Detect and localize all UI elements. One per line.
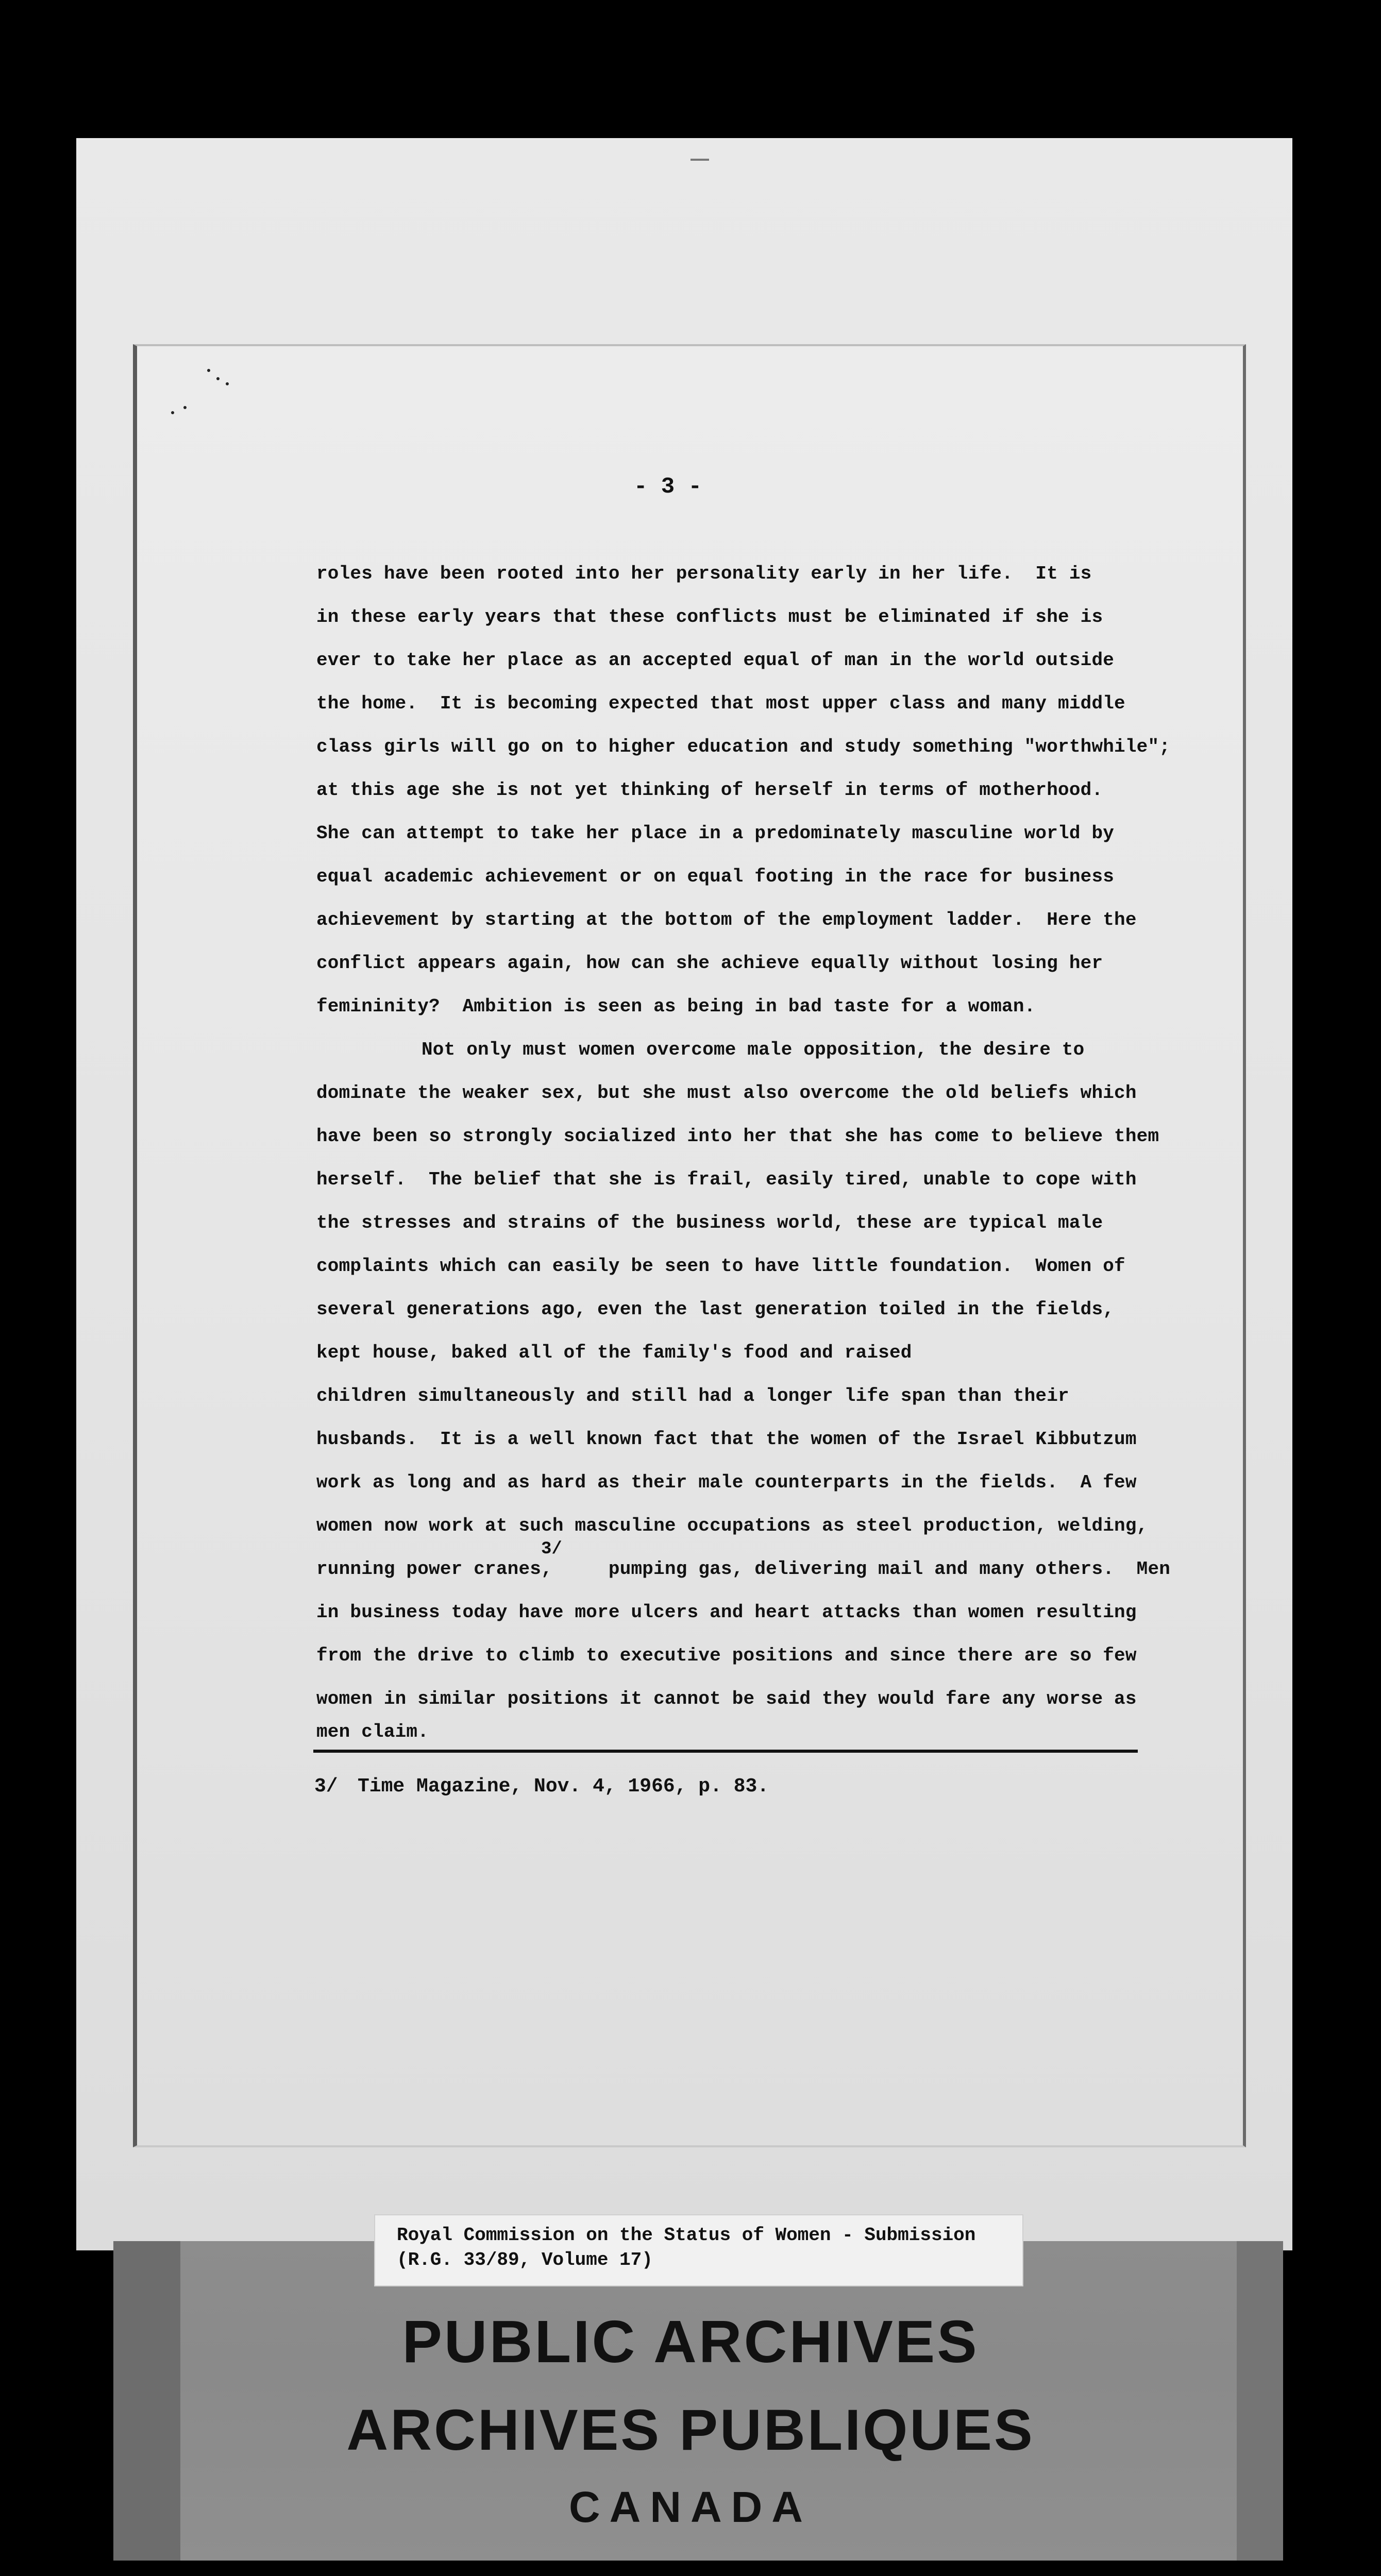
archive-title-french: ARCHIVES PUBLIQUES [346, 2398, 1035, 2462]
reference-label-title: Royal Commission on the Status of Women - Submission [397, 2225, 976, 2246]
body-line: from the drive to climb to executive positions and since there are so few [316, 1645, 1137, 1666]
body-line: the home. It is becoming expected that most upper class and many middle [316, 693, 1125, 714]
dust-speck [226, 382, 229, 385]
body-line: women in similar positions it cannot be said they would fare any worse as [316, 1688, 1137, 1709]
body-line: ever to take her place as an accepted equal of man in the world outside [316, 650, 1115, 671]
body-line: femininity? Ambition is seen as being in bad taste for a woman. [316, 996, 1036, 1017]
body-line: achievement by starting at the bottom of the employment ladder. Here the [316, 909, 1137, 930]
body-line: running power cranes, pumping gas, delivering mail and many others. Men [316, 1558, 1171, 1580]
body-line: in these early years that these conflicts must be eliminated if she is [316, 606, 1103, 628]
dust-speck [207, 369, 210, 372]
body-line: She can attempt to take her place in a predominately masculine world by [316, 823, 1115, 844]
body-line: kept house, baked all of the family's food and raised [316, 1342, 912, 1363]
body-line: women now work at such masculine occupations as steel production, welding, [316, 1515, 1148, 1536]
reference-label-volume: (R.G. 33/89, Volume 17) [397, 2249, 653, 2270]
footnote-separator [313, 1750, 1138, 1753]
footnote-number: 3/ [314, 1775, 338, 1798]
body-line: at this age she is not yet thinking of herself in terms of motherhood. [316, 779, 1103, 801]
body-line: work as long and as hard as their male counterparts in the fields. A few [316, 1472, 1137, 1493]
body-line: equal academic achievement or on equal footing in the race for business [316, 866, 1115, 887]
dust-speck [183, 406, 187, 409]
body-line: complaints which can easily be seen to have little foundation. Women of [316, 1256, 1125, 1277]
footnote-text: Time Magazine, Nov. 4, 1966, p. 83. [358, 1775, 769, 1798]
archive-country: CANADA [569, 2483, 812, 2531]
body-line: have been so strongly socialized into her that she has come to believe them [316, 1126, 1159, 1147]
body-line-indented: Not only must women overcome male opposition, the desire to [422, 1039, 1085, 1060]
body-line: husbands. It is a well known fact that the women of the Israel Kibbutzum [316, 1429, 1137, 1450]
body-line: conflict appears again, how can she achieve equally without losing her [316, 953, 1103, 974]
body-line: roles have been rooted into her personality early in her life. It is [316, 563, 1092, 584]
body-line: herself. The belief that she is frail, easily tired, unable to cope with [316, 1169, 1137, 1190]
body-line: dominate the weaker sex, but she must also overcome the old beliefs which [316, 1082, 1137, 1104]
footnote-reference: 3/ [541, 1539, 562, 1559]
dust-speck [216, 377, 220, 380]
sheet-mark [690, 159, 709, 161]
page-number: - 3 - [634, 474, 702, 500]
body-line: in business today have more ulcers and heart attacks than women resulting [316, 1602, 1137, 1623]
body-line: class girls will go on to higher education and study something "worthwhile"; [316, 736, 1171, 757]
body-line: the stresses and strains of the business world, these are typical male [316, 1212, 1103, 1233]
body-line: several generations ago, even the last generation toiled in the fields, [316, 1299, 1115, 1320]
archive-title-english: PUBLIC ARCHIVES [402, 2308, 979, 2375]
dust-speck [171, 411, 174, 414]
body-line: children simultaneously and still had a longer life span than their [316, 1385, 1069, 1406]
body-line: men claim. [316, 1721, 429, 1742]
